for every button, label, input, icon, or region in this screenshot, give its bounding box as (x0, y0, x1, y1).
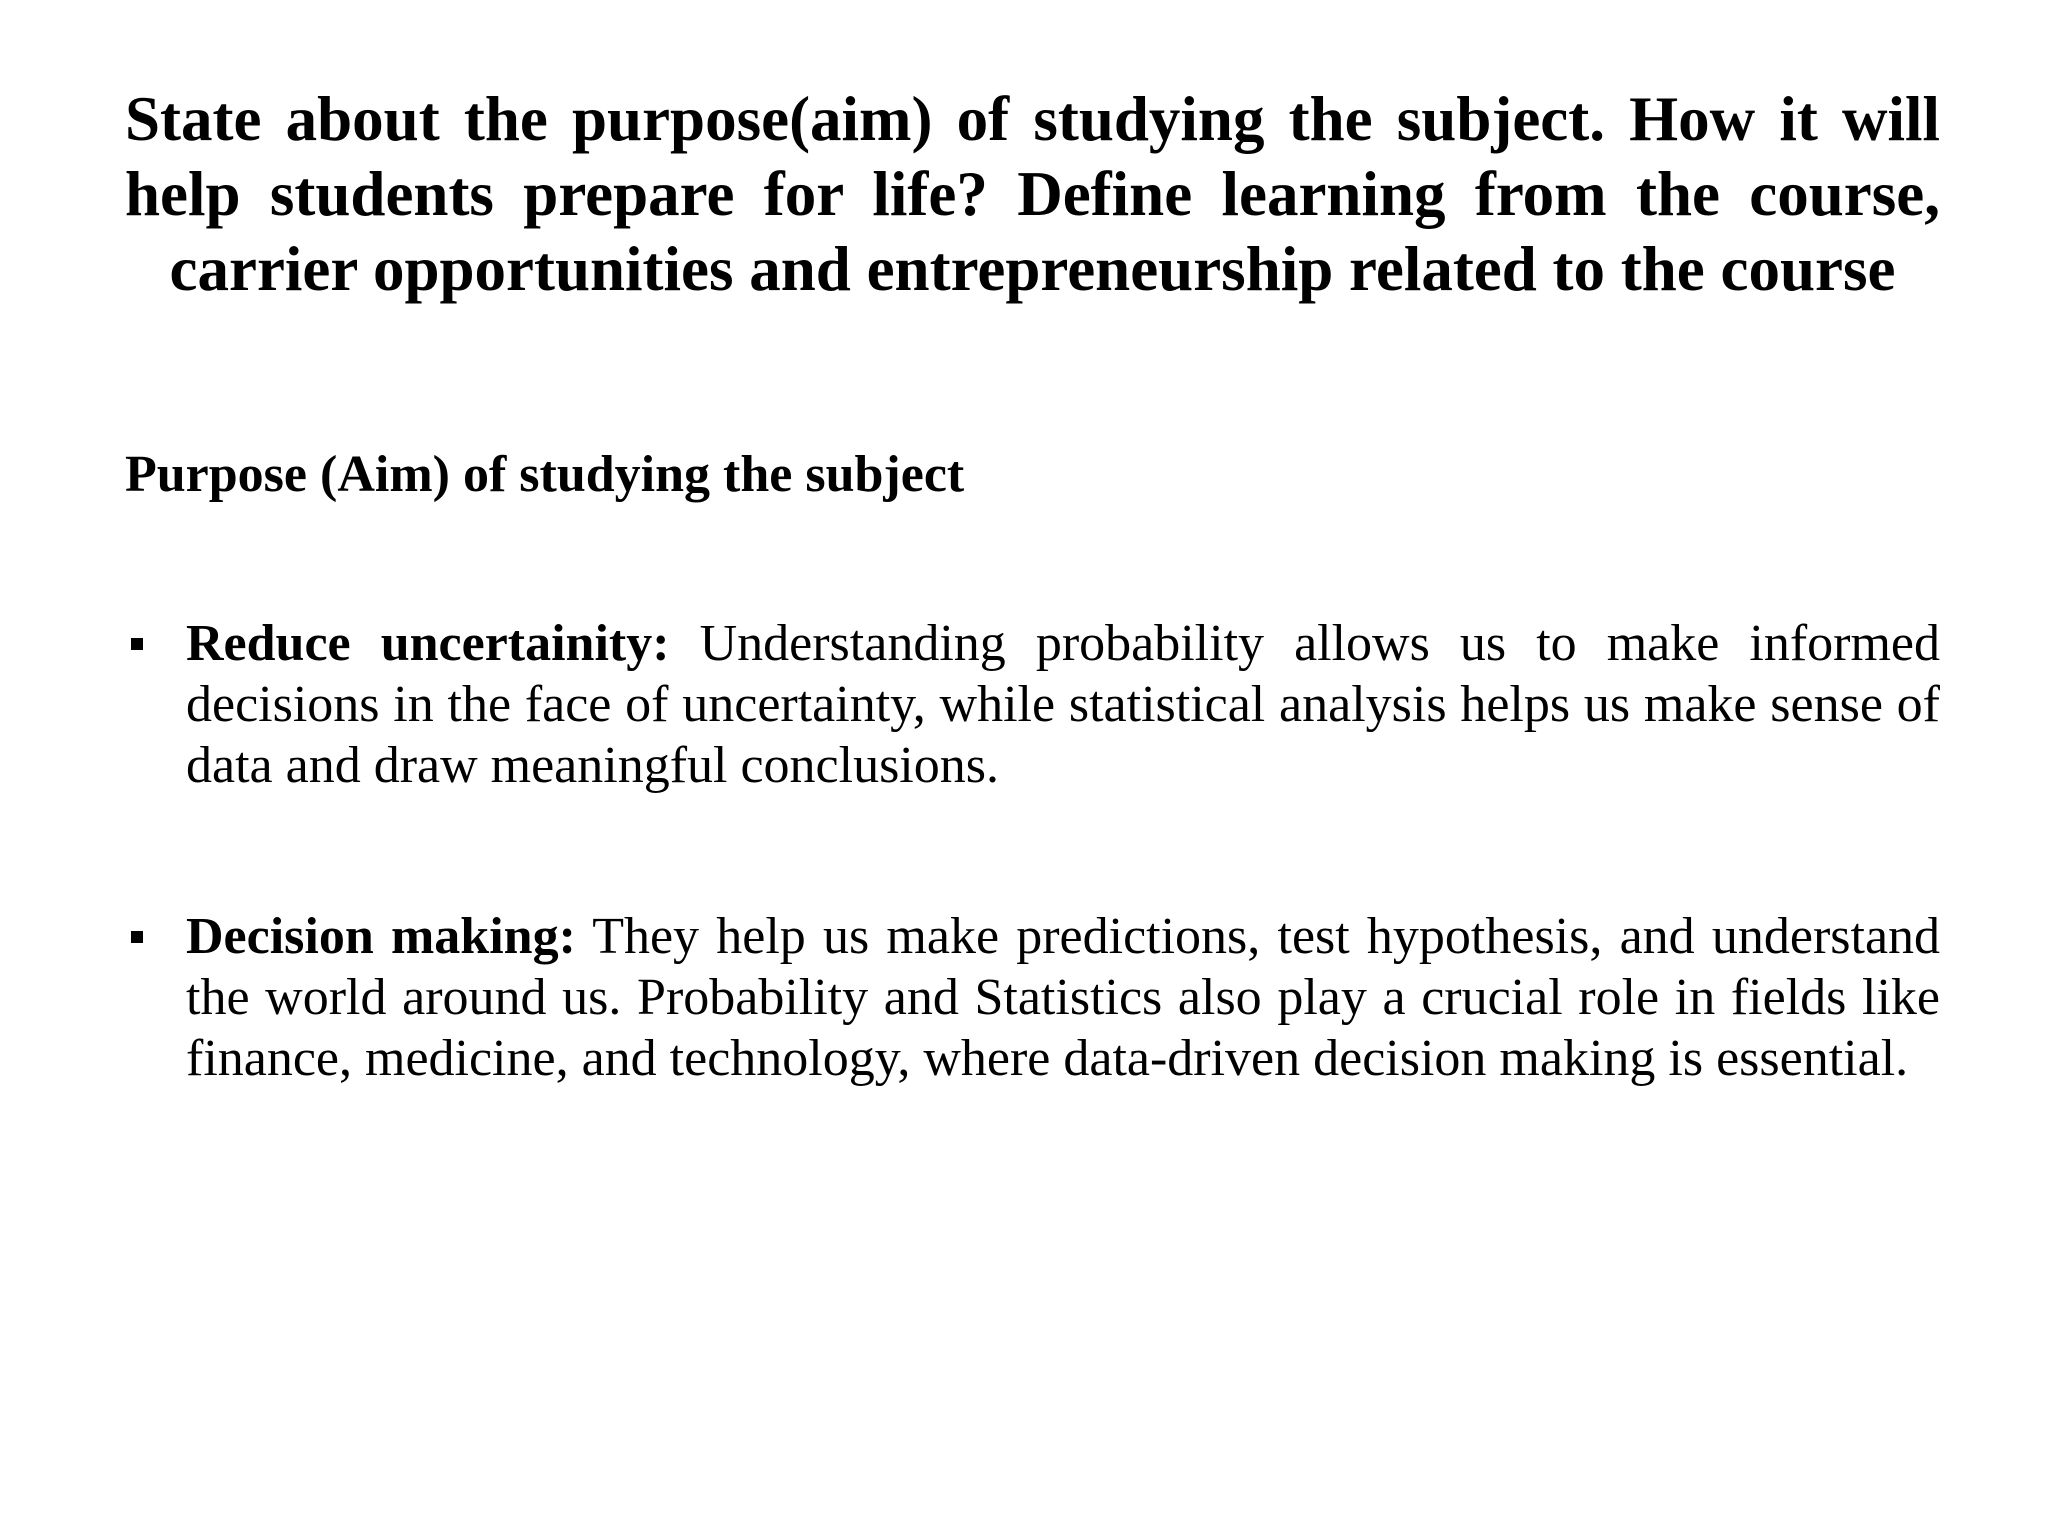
bullet-description: They help us make predictions, test hypothesis, and understand the world around us. Probability and Statistics also play a crucial role in fields like finance, medicine, and technology, where data-driven decision making is essential. (186, 908, 1941, 1087)
bullet-description: Understanding probability allows us to make informed decisions in the face of uncertainty, while statistical analysis helps us make sense of data and draw meaningful conclusions. (186, 615, 1940, 794)
bullet-term: Decision making: (186, 908, 576, 965)
square-bullet-icon (131, 931, 143, 943)
bullet-item-reduce-uncertainity (125, 613, 1940, 796)
bullet-item-decision-making (125, 906, 1940, 1089)
bullet-paragraph (186, 613, 1940, 796)
bullet-paragraph (186, 906, 1940, 1089)
section-heading: Purpose (Aim) of studying the subject (125, 446, 965, 503)
bullet-term: Reduce uncertainity: (186, 615, 670, 672)
slide-title: State about the purpose(aim) of studying the subject. How it will help students prepare for life? Define learning from the course, carrier opportunities and entrepreneurship related to the course (125, 84, 1940, 304)
square-bullet-icon (131, 638, 143, 650)
